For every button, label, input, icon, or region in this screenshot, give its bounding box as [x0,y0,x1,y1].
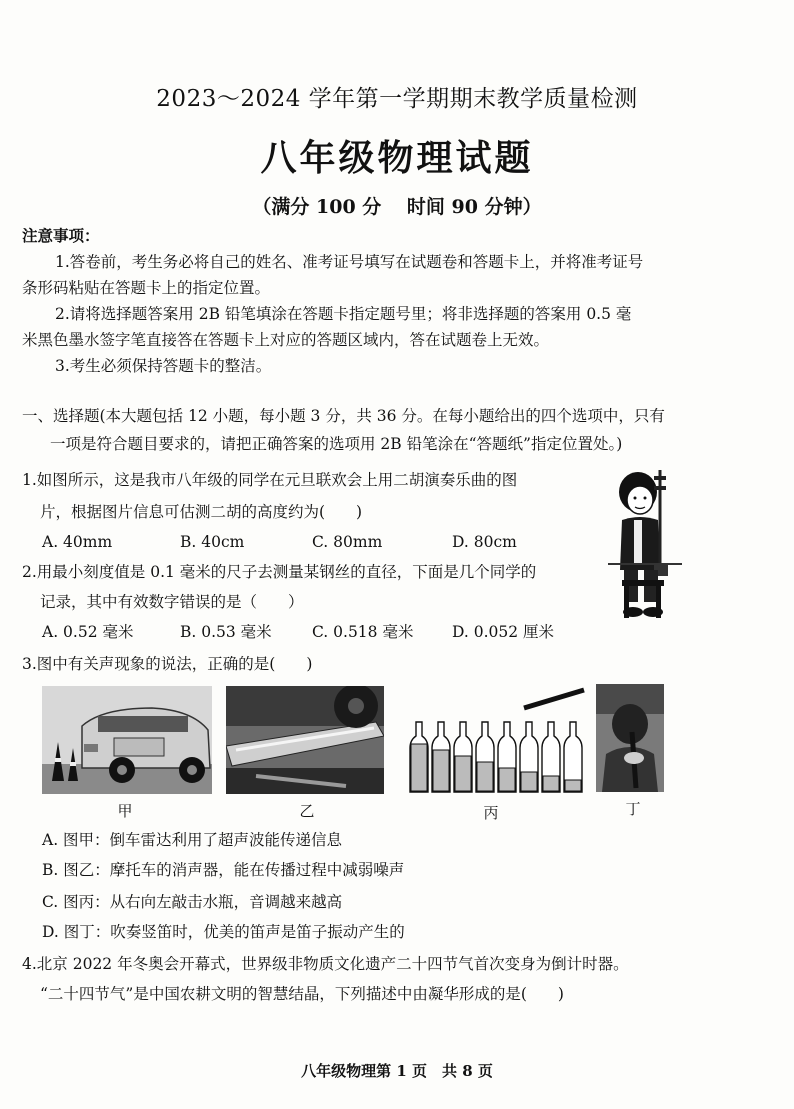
notice-line-1: 1.答卷前，考生务必将自己的姓名、准考证号填写在试题卷和答题卡上，并将准考证号 [55,253,644,271]
question-2-option-a: A. 0.52 毫米 [42,623,134,641]
figure-caption-bing: 丙 [483,804,499,822]
notice-line-5: 3.考生必须保持答题卡的整洁。 [55,357,272,375]
erhu-player-illustration [600,462,700,627]
notice-line-4: 米黑色墨水签字笔直接答在答题卡上对应的答题区域内，答在试题卷上无效。 [22,331,550,349]
figure-caption-ding: 丁 [625,800,641,818]
exam-score-time: （满分 100 分 时间 90 分钟） [252,196,542,218]
question-4-stem-line-2: “二十四节气”是中国农耕文明的智慧结晶，下列描述中由凝华形成的是( ) [40,985,564,1003]
question-1-stem-line-1: 1.如图所示，这是我市八年级的同学在元旦联欢会上用二胡演奏乐曲的图 [22,471,518,489]
question-2-stem-line-1: 2.用最小刻度值是 0.1 毫米的尺子去测量某钢丝的直径，下面是几个同学的 [22,563,537,581]
section-1-intro-line-2: 一项是符合题目要求的，请把正确答案的选项用 2B 铅笔涂在“答题纸”指定位置处。) [50,435,623,453]
question-1-stem-line-2: 片，根据图片信息可估测二胡的高度约为( ) [40,503,363,521]
question-1-option-c: C. 80mm [312,533,383,551]
question-2-option-d: D. 0.052 厘米 [452,623,555,641]
figure-jia-reversing-car [42,686,212,794]
question-2-stem-line-2: 记录，其中有效数字错误的是（ ） [40,593,304,611]
figure-yi-motorcycle-muffler [226,686,384,794]
question-3-option-d: D. 图丁：吹奏竖笛时，优美的笛声是笛子振动产生的 [42,923,405,941]
question-2-option-b: B. 0.53 毫米 [180,623,272,641]
figure-caption-jia: 甲 [117,802,133,820]
question-1-option-b: B. 40cm [180,533,245,551]
notice-line-2: 条形码粘贴在答题卡上的指定位置。 [22,279,271,297]
notice-heading: 注意事项： [22,226,100,245]
question-1-option-a: A. 40mm [42,533,113,551]
notice-line-3: 2.请将选择题答案用 2B 铅笔填涂在答题卡指定题号里；将非选择题的答案用 0.5 毫 [55,305,632,323]
question-3-option-b: B. 图乙：摩托车的消声器，能在传播过程中减弱噪声 [42,861,405,879]
question-2-option-c: C. 0.518 毫米 [312,623,414,641]
question-1-option-d: D. 80cm [452,533,517,551]
question-3-stem: 3.图中有关声现象的说法，正确的是( ) [22,655,313,673]
page-footer: 八年级物理第 1 页 共 8 页 [301,1062,493,1080]
figure-caption-yi: 乙 [299,802,315,820]
figure-bing-water-bottles [406,686,586,796]
question-3-option-c: C. 图丙：从右向左敲击水瓶，音调越来越高 [42,893,343,911]
exam-subject-title: 八年级物理试题 [260,137,534,179]
question-4-stem-line-1: 4.北京 2022 年冬奥会开幕式，世界级非物质文化遗产二十四节气首次变身为倒计时器。 [22,955,629,973]
section-1-intro-line-1: 一、选择题(本大题包括 12 小题，每小题 3 分，共 36 分。在每小题给出的四个选项中，只有 [22,407,665,425]
exam-header-title: 2023～2024 学年第一学期期末教学质量检测 [156,86,638,112]
question-3-option-a: A. 图甲：倒车雷达利用了超声波能传递信息 [42,831,343,849]
figure-ding-flute-player [596,684,664,792]
